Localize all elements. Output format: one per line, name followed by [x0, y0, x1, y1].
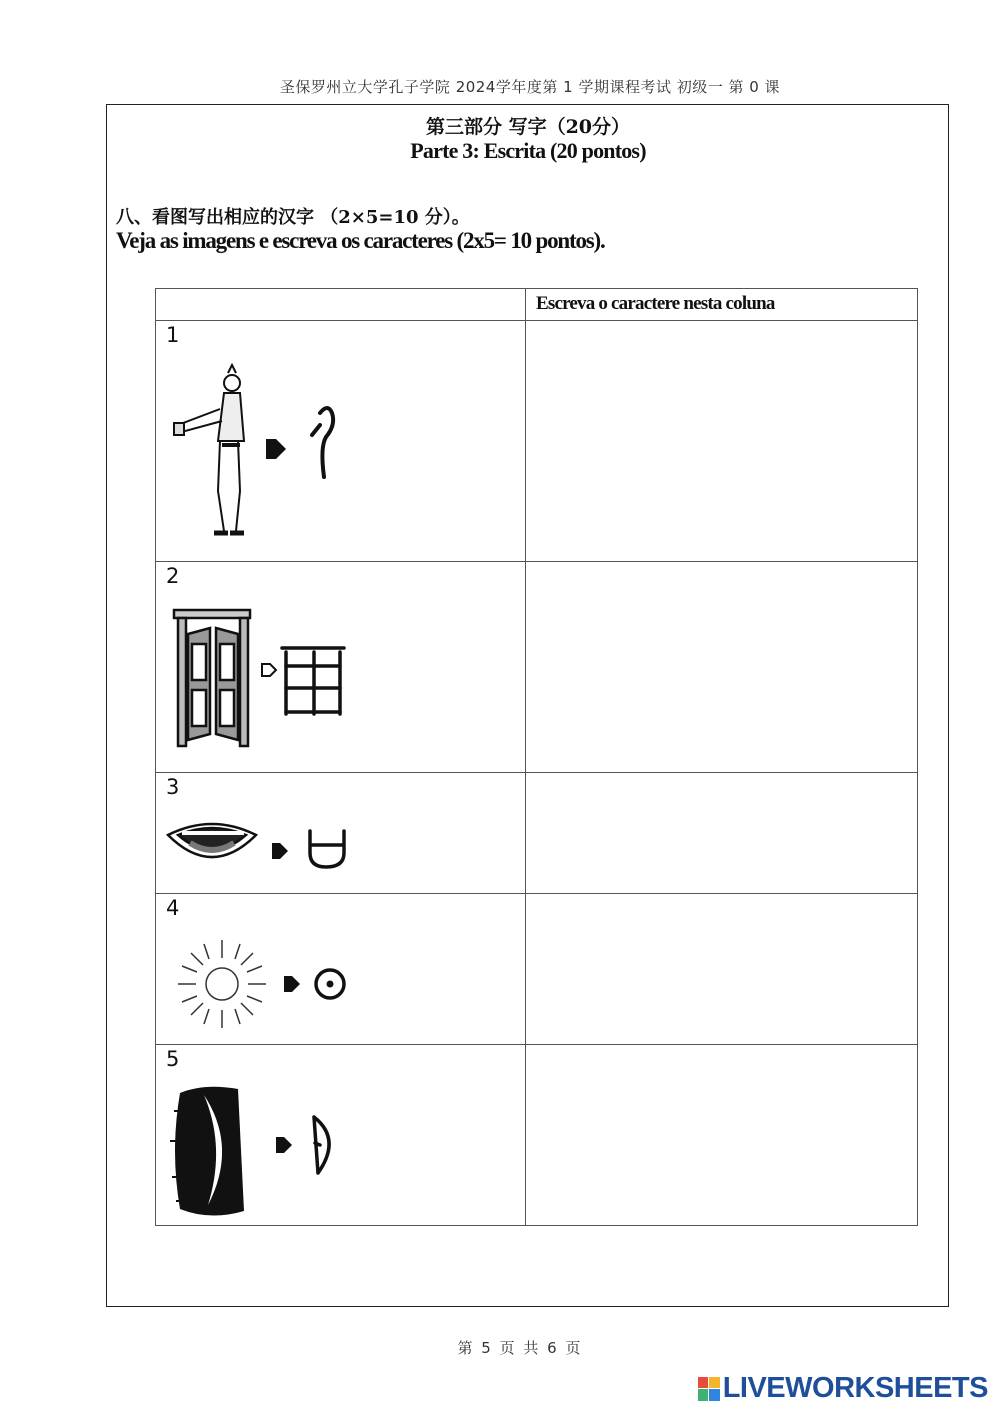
person-oracle-glyph — [312, 408, 333, 477]
brand-logo-icon — [698, 1377, 720, 1401]
answer-cell-1[interactable] — [526, 321, 918, 562]
table-row — [156, 894, 918, 1045]
page-footer: 第 5 页 共 6 页 — [457, 1339, 583, 1357]
instruction-pt: Veja as imagens e escreva os caracteres (2x5= 10 pontos). — [116, 228, 605, 253]
arrow-icon — [262, 664, 276, 676]
table-row — [156, 773, 918, 894]
mouth-icon — [164, 813, 364, 883]
moon-icon — [164, 1081, 364, 1221]
brand-name: LIVEWORKSHEETS — [722, 1372, 988, 1404]
arrow-icon — [272, 843, 288, 859]
row-number: 5 — [166, 1047, 180, 1071]
section-title-pt: Parte 3: Escrita (20 pontos) — [410, 138, 646, 163]
section-title-zh: 第三部分 写字（20分） — [425, 116, 631, 138]
row-number: 3 — [166, 775, 180, 799]
sun-icon — [164, 932, 364, 1036]
brand-watermark[interactable] — [698, 1372, 988, 1405]
door-oracle-glyph — [282, 648, 344, 714]
answer-cell-4[interactable] — [526, 894, 918, 1045]
person-icon — [164, 361, 364, 551]
column-header: Escreva o caractere nesta coluna — [536, 293, 775, 314]
table-row — [156, 321, 918, 562]
header-empty-cell — [156, 289, 526, 321]
table-header-row — [156, 289, 918, 321]
sun-oracle-glyph — [316, 970, 344, 998]
row-number: 4 — [166, 896, 180, 920]
question-table — [155, 288, 918, 1226]
picture-cell — [156, 773, 526, 894]
answer-cell-2[interactable] — [526, 562, 918, 773]
answer-cell-5[interactable] — [526, 1045, 918, 1226]
moon-oracle-glyph — [314, 1117, 329, 1173]
mouth-oracle-glyph — [310, 831, 344, 867]
row-number: 1 — [166, 323, 180, 347]
answer-cell-3[interactable] — [526, 773, 918, 894]
arrow-icon — [276, 1137, 292, 1153]
instruction-zh: 八、看图写出相应的汉字 （2×5=10 分）。 — [116, 207, 470, 228]
picture-cell — [156, 894, 526, 1045]
header-cell — [526, 289, 918, 321]
table-row — [156, 562, 918, 773]
row-number: 2 — [166, 564, 180, 588]
arrow-icon — [266, 439, 286, 459]
picture-cell — [156, 321, 526, 562]
picture-cell — [156, 1045, 526, 1226]
table-row — [156, 1045, 918, 1226]
arrow-icon — [284, 976, 300, 992]
picture-cell — [156, 562, 526, 773]
exam-header: 圣保罗州立大学孔子学院 2024学年度第 1 学期课程考试 初级一 第 0 课 — [279, 78, 781, 96]
door-icon — [164, 604, 364, 754]
